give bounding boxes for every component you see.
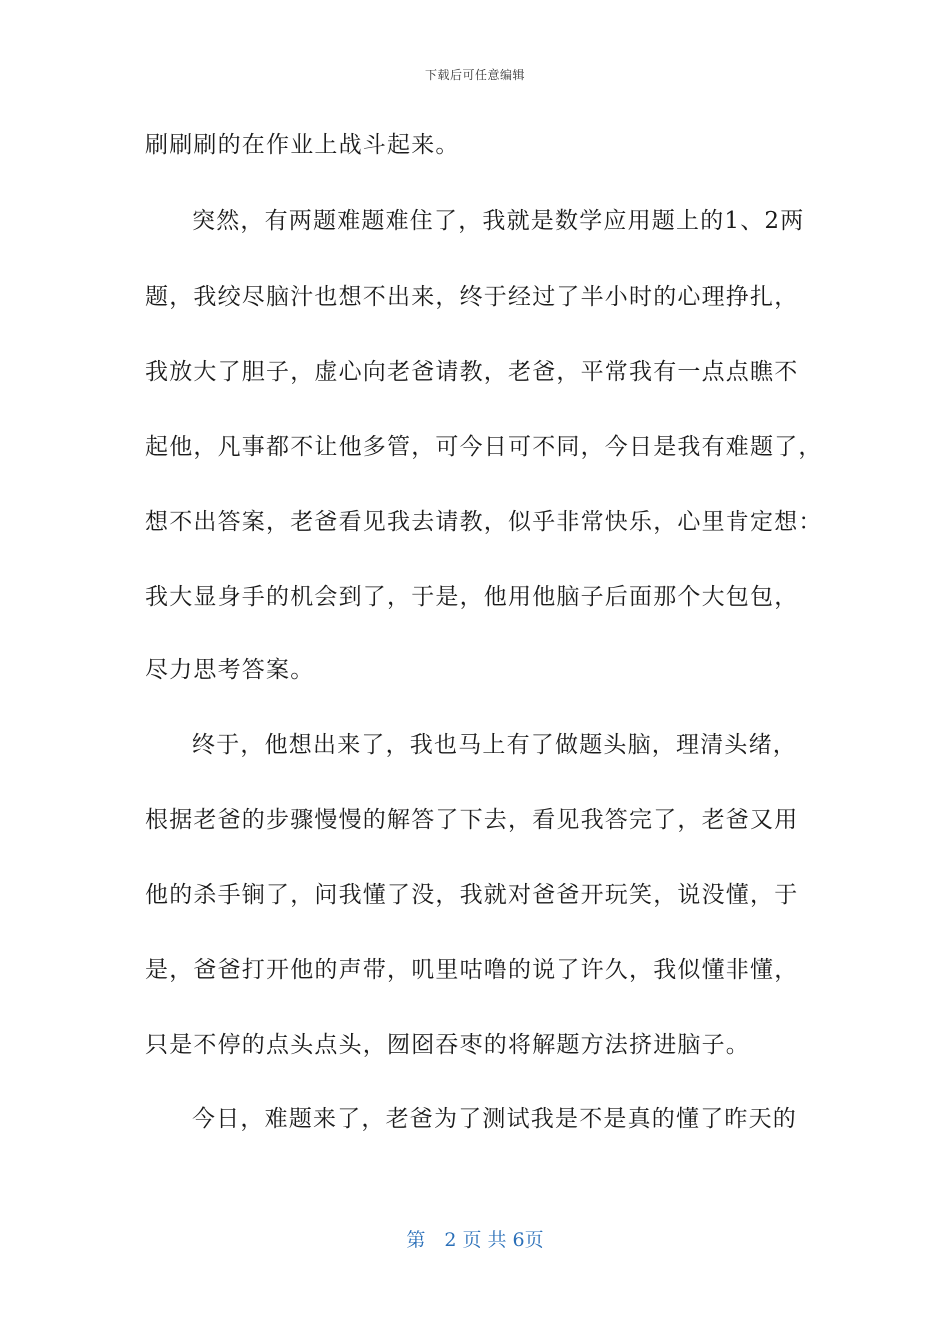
body-line-12: 是，爸爸打开他的声带，叽里咕噜的说了许久，我似懂非懂， bbox=[145, 957, 799, 983]
body-line-4: 我放大了胆子，虚心向老爸请教，老爸，平常我有一点点瞧不 bbox=[145, 359, 799, 385]
body-line-11: 他的杀手锏了，问我懂了没，我就对爸爸开玩笑，说没懂，于 bbox=[145, 882, 799, 908]
body-line-5: 起他，凡事都不让他多管，可今日可不同，今日是我有难题了， bbox=[145, 434, 823, 460]
body-line-6: 想不出答案，老爸看见我去请教，似乎非常快乐，心里肯定想： bbox=[145, 509, 823, 535]
body-line-8: 尽力思考答案。 bbox=[145, 657, 315, 683]
body-line-2: 突然，有两题难题难住了，我就是数学应用题上的1、2两 bbox=[192, 208, 805, 234]
body-line-13: 只是不停的点头点头，囫囵吞枣的将解题方法挤进脑子。 bbox=[145, 1032, 750, 1058]
page-header: 下载后可任意编辑 bbox=[424, 68, 525, 82]
page-number-footer: 第 2 页 共 6页 bbox=[406, 1229, 544, 1251]
body-line-10: 根据老爸的步骤慢慢的解答了下去，看见我答完了，老爸又用 bbox=[145, 807, 799, 833]
body-line-9: 终于，他想出来了，我也马上有了做题头脑，理清头绪， bbox=[192, 732, 797, 758]
body-line-14: 今日，难题来了，老爸为了测试我是不是真的懂了昨天的 bbox=[192, 1106, 797, 1132]
body-line-3: 题，我绞尽脑汁也想不出来，终于经过了半小时的心理挣扎， bbox=[145, 284, 799, 310]
body-line-7: 我大显身手的机会到了，于是，他用他脑子后面那个大包包， bbox=[145, 584, 799, 610]
body-line-1: 刷刷刷的在作业上战斗起来。 bbox=[145, 132, 460, 158]
